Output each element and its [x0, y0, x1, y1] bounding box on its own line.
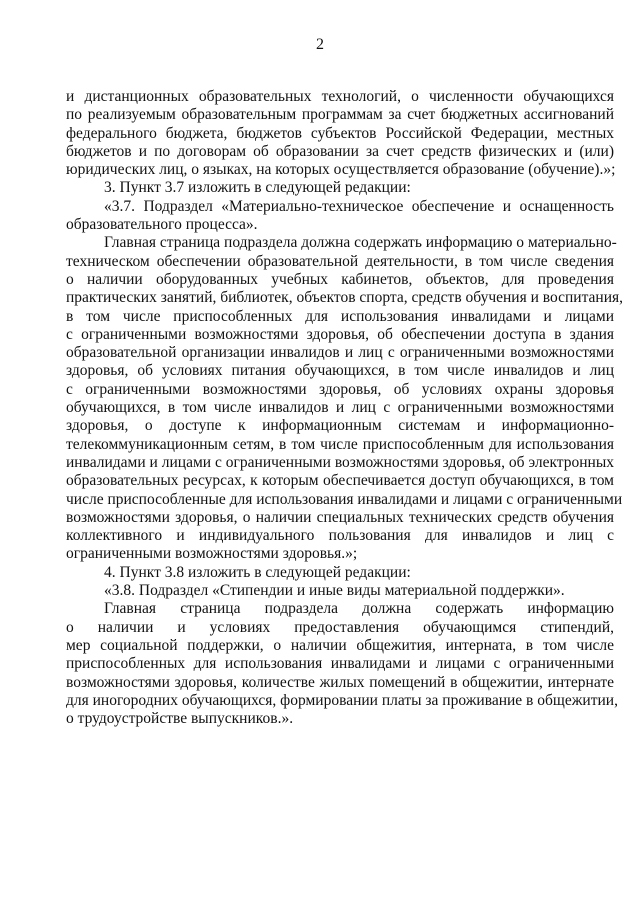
text-line: о наличии оборудованных учебных кабинетов, объектов, для проведения: [66, 270, 614, 288]
text-line: Главная страница подраздела должна содержать информацию о материально-: [104, 234, 617, 252]
text-line: 4. Пункт 3.8 изложить в следующей редакции:: [104, 563, 411, 581]
page-number: 2: [316, 36, 324, 53]
text-line: ограниченными возможностями здоровья.»;: [66, 545, 358, 563]
text-line: инвалидами и лицами с ограниченными возможностями здоровья, об электронных: [66, 453, 614, 471]
text-line: Главная страница подраздела должна содержать информацию: [104, 600, 614, 618]
text-line: юридических лиц, о языках, на которых осуществляется образование (обучение).»;: [66, 161, 616, 179]
text-line: в том числе приспособленных для использования инвалидами и лицами: [66, 307, 614, 325]
text-line: федерального бюджета, бюджетов субъектов Российской Федерации, местных: [66, 124, 614, 142]
text-line: образовательного процесса».: [66, 216, 258, 234]
text-line: приспособленных для использования инвалидами и лицами с ограниченными: [66, 655, 614, 673]
text-line: для иногородних обучающихся, формировании платы за проживание в общежитии,: [66, 691, 618, 709]
text-line: о наличии и условиях предоставления обучающимся стипендий,: [66, 618, 614, 636]
text-line: и дистанционных образовательных технологий, о численности обучающихся: [66, 88, 614, 105]
text-line: практических занятий, библиотек, объектов спорта, средств обучения и воспитания,: [66, 289, 624, 307]
text-line: телекоммуникационным сетям, в том числе приспособленным для использования: [66, 435, 614, 453]
text-line: бюджетов и по договорам об образовании за счет средств физических и (или): [66, 142, 614, 160]
text-line: с ограниченными возможностями здоровья, об обеспечении доступа в здания: [66, 325, 614, 343]
text-line: здоровья, об условиях питания обучающихся, в том числе инвалидов и лиц: [66, 362, 614, 380]
text-line: «3.8. Подраздел «Стипендии и иные виды материальной поддержки».: [104, 582, 565, 600]
text-line: «3.7. Подраздел «Материально-техническое обеспечение и оснащенность: [104, 197, 614, 215]
text-line: возможностями здоровья, о наличии специальных технических средств обучения: [66, 508, 614, 526]
text-line: образовательной организации инвалидов и лиц с ограниченными возможностями: [66, 344, 614, 362]
text-line: коллективного и индивидуального пользования для инвалидов и лиц с: [66, 527, 614, 545]
text-line: 3. Пункт 3.7 изложить в следующей редакции:: [104, 179, 411, 197]
text-line: мер социальной поддержки, о наличии общежития, интерната, в том числе: [66, 636, 614, 654]
text-line: здоровья, о доступе к информационным системам и информационно-: [66, 417, 614, 435]
text-line: с ограниченными возможностями здоровья, об условиях охраны здоровья: [66, 380, 614, 398]
document-body: [66, 88, 624, 728]
text-line: о трудоустройстве выпускников.».: [66, 710, 294, 728]
text-line: образовательных ресурсах, к которым обеспечивается доступ обучающихся, в том: [66, 472, 614, 490]
text-line: обучающихся, в том числе инвалидов и лиц с ограниченными возможностями: [66, 399, 614, 417]
text-line: по реализуемым образовательным программам за счет бюджетных ассигнований: [66, 106, 614, 124]
text-line: техническом обеспечении образовательной деятельности, в том числе сведения: [66, 252, 614, 270]
text-line: возможностями здоровья, количестве жилых помещений в общежитии, интернате: [66, 673, 614, 691]
text-line: числе приспособленные для использования инвалидами и лицами с ограниченными: [66, 490, 623, 508]
